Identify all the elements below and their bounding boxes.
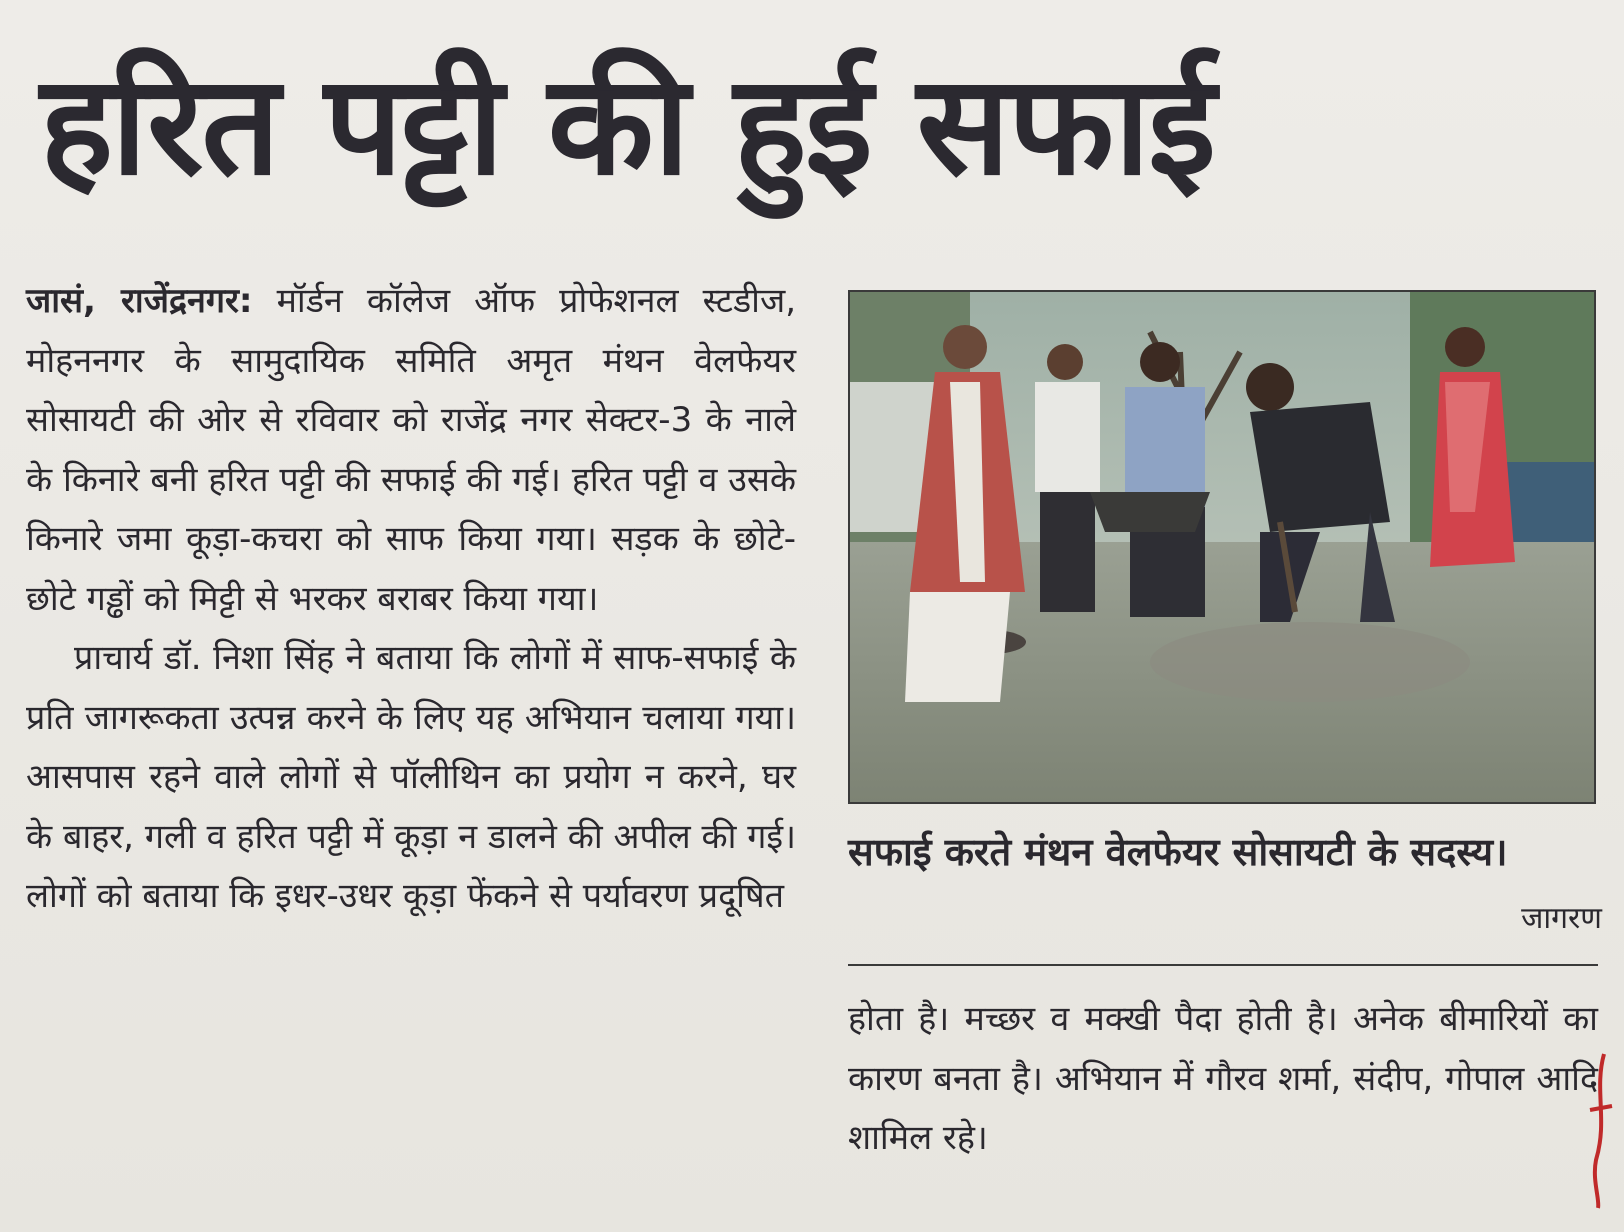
column-divider-rule	[848, 964, 1598, 966]
article-paragraph-2: प्राचार्य डॉ. निशा सिंह ने बताया कि लोगों में साफ-सफाई के प्रति जागरूकता उत्पन्न करने के लिए यह अभियान चलाया गया। आसपास रहने वाले लोगों से पॉलीथिन का प्रयोग न करने, घर के बाहर, गली व हरित पट्टी में कूड़ा न डालने की अपील की गई। लोगों को बताया कि इधर-उधर कूड़ा फेंकने से पर्यावरण प्रदूषित	[26, 638, 796, 916]
article-paragraph-1	[26, 272, 796, 629]
news-photo	[848, 290, 1596, 804]
dateline: जासं, राजेंद्रनगर:	[26, 281, 253, 321]
person-man-white-shirt	[1035, 344, 1100, 612]
article-paragraph-3: होता है। मच्छर व मक्खी पैदा होती है। अनेक बीमारियों का कारण बनता है। अभियान में गौरव शर्मा, संदीप, गोपाल आदि शामिल रहे।	[848, 999, 1598, 1158]
article-column-left	[26, 272, 796, 1212]
headline: हरित पट्टी की हुई सफाई	[40, 45, 1214, 206]
cleanup-photo-illustration	[850, 292, 1594, 802]
article-column-right	[848, 990, 1598, 1190]
paragraph-1-text: मॉर्डन कॉलेज ऑफ प्रोफेशनल स्टडीज, मोहननगर के सामुदायिक समिति अमृत मंथन वेलफेयर सोसायटी की ओर से रविवार को राजेंद्र नगर सेक्टर-3 के नाले के किनारे बनी हरित पट्टी की सफाई की गई। हरित पट्टी व उसके किनारे जमा कूड़ा-कचरा को साफ किया गया। सड़क के छोटे-छोटे गड्ढों को मिट्टी से भरकर बराबर किया गया।	[26, 281, 796, 619]
photo-caption: सफाई करते मंथन वेलफेयर सोसायटी के सदस्य।	[848, 830, 1508, 874]
photo-credit: जागरण	[1521, 901, 1602, 936]
pen-mark	[1586, 1050, 1616, 1210]
